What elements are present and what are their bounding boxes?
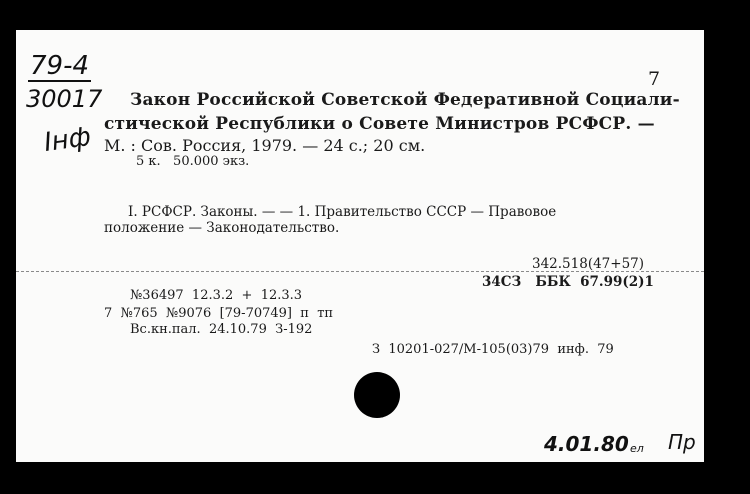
- bbk-class-number: 34СЗ ББК 67.99(2)1: [482, 274, 654, 290]
- record-line-2: 7 №765 №9076 [79-70749] п тп: [104, 306, 334, 321]
- publisher-index-code: З 10201-027/М-105(03)79 инф. 79: [372, 342, 614, 357]
- subject-headings-line-2: положение — Законодательство.: [104, 220, 340, 236]
- punch-hole: [354, 372, 400, 418]
- handwritten-margin-note: Інф: [42, 121, 93, 159]
- title-line-1: Закон Российской Советской Федеративной Социали-: [130, 90, 680, 110]
- title-line-2: стической Республики о Совете Министров РСФСР. —: [104, 114, 655, 134]
- subject-headings-line-1: I. РСФСР. Законы. — — 1. Правительство СССР — Правовое: [128, 204, 557, 220]
- card-number: 7: [648, 68, 661, 90]
- udc-class-number: 342.518(47+57): [532, 256, 645, 272]
- catalog-card: [16, 30, 704, 462]
- handwritten-date: 4.01.80: [544, 432, 629, 456]
- handwritten-call-number-top: 79-4: [30, 51, 90, 81]
- publication-line: М. : Сов. Россия, 1979. — 24 с.; 20 см.: [104, 136, 426, 155]
- record-line-3: Вс.кн.пал. 24.10.79 З-192: [130, 322, 313, 337]
- handwritten-corner-note: Пр: [668, 430, 696, 454]
- scan-edge-notch: [704, 30, 750, 32]
- card-divider-line: [16, 271, 704, 272]
- price-run-line: 5 к. 50.000 экз.: [136, 154, 250, 169]
- handwritten-date-suffix: ел: [630, 442, 644, 455]
- record-line-1: №36497 12.3.2 + 12.3.3: [130, 288, 303, 303]
- handwritten-call-number-bottom: 30017: [26, 85, 103, 113]
